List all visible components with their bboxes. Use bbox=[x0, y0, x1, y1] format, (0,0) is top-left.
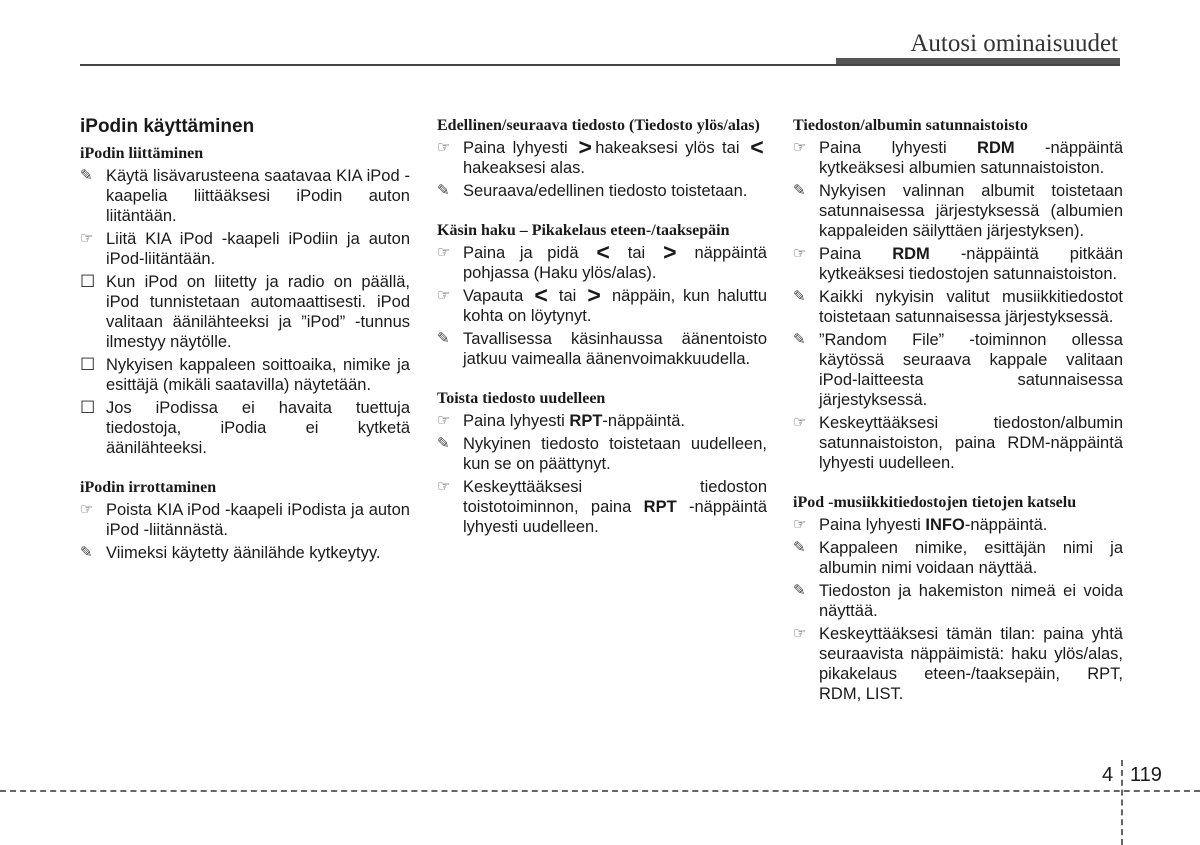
pencil-icon: ✎ bbox=[437, 435, 450, 452]
text-part: näppäintä pohjassa (Haku ylös/alas). bbox=[463, 244, 767, 282]
list-item bbox=[793, 413, 1123, 473]
text-part: Paina bbox=[819, 245, 862, 263]
text-part: Vapauta bbox=[463, 287, 524, 305]
item-text bbox=[819, 138, 1123, 178]
item-text bbox=[463, 411, 767, 431]
key-label: RDM bbox=[892, 245, 930, 263]
list-item bbox=[793, 330, 1123, 410]
checkbox-icon: ☐ bbox=[80, 355, 96, 374]
section-title: iPodin käyttäminen bbox=[80, 116, 255, 137]
pencil-icon: ✎ bbox=[793, 182, 806, 199]
item-text: Kaikki nykyisin valitut musiikkitiedostot toistetaan satunnaisessa järjestyksessä. bbox=[819, 288, 1123, 326]
text-part: Paina lyhyesti bbox=[463, 139, 568, 157]
pencil-icon: ✎ bbox=[793, 331, 806, 348]
pencil-icon: ✎ bbox=[437, 330, 450, 347]
list-item bbox=[793, 538, 1123, 578]
chevron-left-icon: < bbox=[596, 239, 610, 265]
list-item bbox=[793, 138, 1123, 178]
list-item bbox=[80, 543, 410, 563]
list-item bbox=[437, 282, 767, 326]
item-text: Kappaleen nimike, esittäjän nimi ja albumin nimi voidaan näyttää. bbox=[819, 539, 1123, 577]
item-text bbox=[463, 282, 767, 326]
subheading-connect: iPodin liittäminen bbox=[80, 145, 204, 162]
pointing-hand-icon: ☞ bbox=[437, 244, 451, 261]
list-item bbox=[437, 329, 767, 369]
item-text bbox=[819, 244, 1123, 284]
pointing-hand-icon: ☞ bbox=[437, 139, 451, 156]
pencil-icon: ✎ bbox=[793, 582, 806, 599]
text-part: -näppäintä. bbox=[602, 412, 685, 430]
text-part: -näppäintä kytkeäksesi albumien satunnaistoiston. bbox=[819, 139, 1123, 177]
item-text: Kun iPod on liitetty ja radio on päällä, iPod tunnistetaan automaattisesti. iPod valitaan äänilähteeksi ja ”iPod” -tunnus ilmestyy näytölle. bbox=[106, 273, 410, 351]
item-text: Nykyisen kappaleen soittoaika, nimike ja esittäjä (mikäli saatavilla) näytetään. bbox=[106, 356, 410, 394]
pointing-hand-icon: ☞ bbox=[437, 287, 451, 304]
chevron-right-icon: > bbox=[587, 282, 601, 308]
text-part: tai bbox=[627, 244, 646, 262]
pointing-hand-icon: ☞ bbox=[437, 412, 451, 429]
item-text: Tiedoston ja hakemiston nimeä ei voida näyttää. bbox=[819, 582, 1123, 620]
pencil-icon: ✎ bbox=[80, 167, 93, 184]
list-item bbox=[437, 181, 767, 201]
key-label: RPT bbox=[569, 412, 603, 430]
page-number: 119 bbox=[1130, 764, 1162, 786]
list-item bbox=[80, 355, 410, 395]
subheading-info: iPod -musiikkitiedostojen tietojen katselu bbox=[793, 494, 1077, 511]
text-part: -näppäintä. bbox=[964, 516, 1048, 534]
pencil-icon: ✎ bbox=[437, 182, 450, 199]
checkbox-icon: ☐ bbox=[80, 398, 96, 417]
footer-dashed-divider bbox=[1121, 760, 1123, 845]
item-text: Viimeksi käytetty äänilähde kytkeytyy. bbox=[106, 544, 381, 562]
subheading-manual-search: Käsin haku – Pikakelaus eteen-/taaksepäin bbox=[437, 222, 730, 239]
column-middle bbox=[437, 116, 767, 540]
subheading-random: Tiedoston/albumin satunnaistoisto bbox=[793, 117, 1028, 134]
list-item bbox=[793, 624, 1123, 704]
item-text bbox=[463, 134, 767, 178]
page-header-title: Autosi ominaisuudet bbox=[910, 30, 1118, 57]
pencil-icon: ✎ bbox=[793, 539, 806, 556]
pointing-hand-icon: ☞ bbox=[793, 625, 807, 642]
list-item bbox=[437, 434, 767, 474]
text-part: Paina lyhyesti bbox=[819, 139, 947, 157]
list-item bbox=[80, 166, 410, 226]
item-text: Käytä lisävarusteena saatavaa KIA iPod -kaapelia liittääksesi iPodin auton liitäntään. bbox=[106, 167, 410, 225]
pointing-hand-icon: ☞ bbox=[437, 478, 451, 495]
item-text: Nykyinen tiedosto toistetaan uudelleen, kun se on päättynyt. bbox=[463, 435, 767, 473]
pointing-hand-icon: ☞ bbox=[80, 501, 94, 518]
list-item bbox=[793, 181, 1123, 241]
pencil-icon: ✎ bbox=[80, 544, 93, 561]
list-item bbox=[437, 411, 767, 431]
text-part: -näppäintä pitkään kytkeäksesi tiedostojen satunnaistoiston. bbox=[819, 245, 1123, 283]
text-part: Paina lyhyesti bbox=[819, 516, 921, 534]
header-rule bbox=[80, 64, 1120, 66]
list-item bbox=[80, 500, 410, 540]
pointing-hand-icon: ☞ bbox=[80, 230, 94, 247]
footer-dashed-rule bbox=[0, 790, 1200, 792]
list-item bbox=[793, 287, 1123, 327]
text-part: -näppäintä lyhyesti uudelleen. bbox=[463, 498, 767, 536]
item-text bbox=[463, 477, 767, 537]
list-item bbox=[793, 581, 1123, 621]
pointing-hand-icon: ☞ bbox=[793, 414, 807, 431]
item-text: Keskeyttääksesi tämän tilan: paina yhtä seuraavista näppäimistä: haku ylös/alas, pikakelaus eteen-/taaksepäin, RPT, RDM, LIST. bbox=[819, 625, 1123, 703]
chevron-right-icon: > bbox=[663, 239, 677, 265]
list-item bbox=[793, 515, 1123, 535]
subheading-prev-next: Edellinen/seuraava tiedosto (Tiedosto ylös/alas) bbox=[437, 117, 760, 134]
text-part: Paina lyhyesti bbox=[463, 412, 565, 430]
column-left bbox=[80, 116, 410, 566]
list-item bbox=[80, 229, 410, 269]
item-text: Tavallisessa käsinhaussa äänentoisto jatkuu vaimealla äänenvoimakkuudella. bbox=[463, 330, 767, 368]
item-text bbox=[819, 515, 1123, 535]
text-part: hakeaksesi alas. bbox=[463, 159, 585, 177]
column-right bbox=[793, 116, 1123, 707]
list-item bbox=[80, 398, 410, 458]
item-text: Jos iPodissa ei havaita tuettuja tiedostoja, iPodia ei kytketä äänilähteeksi. bbox=[106, 399, 410, 457]
item-text bbox=[463, 239, 767, 283]
chevron-left-icon: < bbox=[750, 134, 764, 160]
pointing-hand-icon: ☞ bbox=[793, 516, 807, 533]
text-part: tai bbox=[558, 287, 577, 305]
key-label: INFO bbox=[925, 516, 965, 534]
chevron-left-icon: < bbox=[534, 282, 548, 308]
list-item bbox=[437, 134, 767, 178]
pencil-icon: ✎ bbox=[793, 288, 806, 305]
item-text: Liitä KIA iPod -kaapeli iPodiin ja auton iPod-liitäntään. bbox=[106, 230, 410, 268]
text-part: Paina ja pidä bbox=[463, 244, 579, 262]
list-item bbox=[437, 239, 767, 283]
list-item bbox=[793, 244, 1123, 284]
list-item bbox=[80, 272, 410, 352]
checkbox-icon: ☐ bbox=[80, 272, 96, 291]
text-part: näppäin, kun haluttu kohta on löytynyt. bbox=[463, 287, 767, 325]
subheading-repeat: Toista tiedosto uudelleen bbox=[437, 390, 606, 407]
subheading-disconnect: iPodin irrottaminen bbox=[80, 479, 217, 496]
item-text: ”Random File” -toiminnon ollessa käytössä seuraava kappale valitaan iPod-laitteesta satunnaisessa järjestyksessä. bbox=[819, 331, 1123, 409]
text-part: Keskeyttääksesi tiedoston toistotoiminnon, paina bbox=[463, 478, 767, 516]
chapter-number: 4 bbox=[1102, 764, 1114, 786]
list-item bbox=[437, 477, 767, 537]
key-label: RDM bbox=[977, 139, 1015, 157]
chevron-right-icon: > bbox=[578, 134, 592, 160]
text-part: hakeaksesi ylös tai bbox=[595, 139, 740, 157]
item-text: Keskeyttääksesi tiedoston/albumin satunnaistoiston, paina RDM-näppäintä lyhyesti uudelleen. bbox=[819, 414, 1123, 472]
item-text: Seuraava/edellinen tiedosto toistetaan. bbox=[463, 182, 748, 200]
key-label: RPT bbox=[643, 498, 677, 516]
pointing-hand-icon: ☞ bbox=[793, 139, 807, 156]
item-text: Poista KIA iPod -kaapeli iPodista ja auton iPod -liitännästä. bbox=[106, 501, 410, 539]
item-text: Nykyisen valinnan albumit toistetaan satunnaisessa järjestyksessä (albumien kappaleiden säilyttäen järjestyksen). bbox=[819, 182, 1123, 240]
pointing-hand-icon: ☞ bbox=[793, 245, 807, 262]
